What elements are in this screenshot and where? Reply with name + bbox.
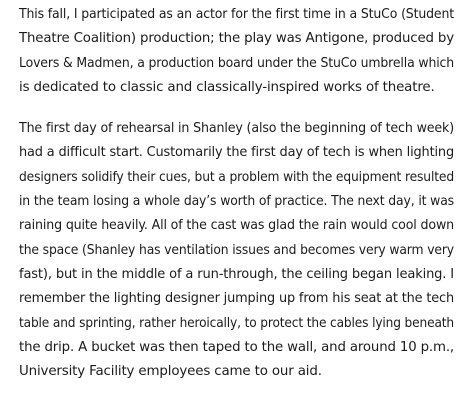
text-line: Theatre Coalition) production; the play was Antigone, produced by [19, 31, 454, 47]
text-line: had a difficult start. Customarily the first day of tech is when lighting [19, 145, 454, 161]
text-line: The first day of rehearsal in Shanley (also the beginning of tech week) [19, 121, 454, 137]
paragraph-rehearsal [19, 117, 454, 384]
text-line: fast), but in the middle of a run-through, the ceiling began leaking. I [19, 266, 454, 282]
article-body [19, 0, 454, 384]
text-line: This fall, I participated as an actor for the first time in a StuCo (Student [19, 7, 454, 22]
text-line: remember the lighting designer jumping up from his seat at the tech [19, 291, 454, 307]
text-line: the drip. A bucket was then taped to the wall, and around 10 p.m., [19, 339, 454, 355]
text-line: University Facility employees came to our aid. [19, 364, 322, 380]
text-line: designers solidify their cues, but a problem with the equipment resulted [19, 169, 454, 185]
text-line: is dedicated to classic and classically-inspired works of theatre. [19, 79, 435, 95]
text-line: raining quite heavily. All of the cast was glad the rain would cool down [19, 218, 454, 234]
text-line: Lovers & Madmen, a production board under the StuCo umbrella which [19, 55, 454, 71]
text-line: in the team losing a whole day’s worth of practice. The next day, it was [19, 194, 454, 210]
text-line: the space (Shanley has ventilation issues and becomes very warm very [19, 242, 454, 258]
paragraph-intro [19, 0, 454, 100]
text-line: table and sprinting, rather heroically, to protect the cables lying beneath [19, 315, 454, 331]
